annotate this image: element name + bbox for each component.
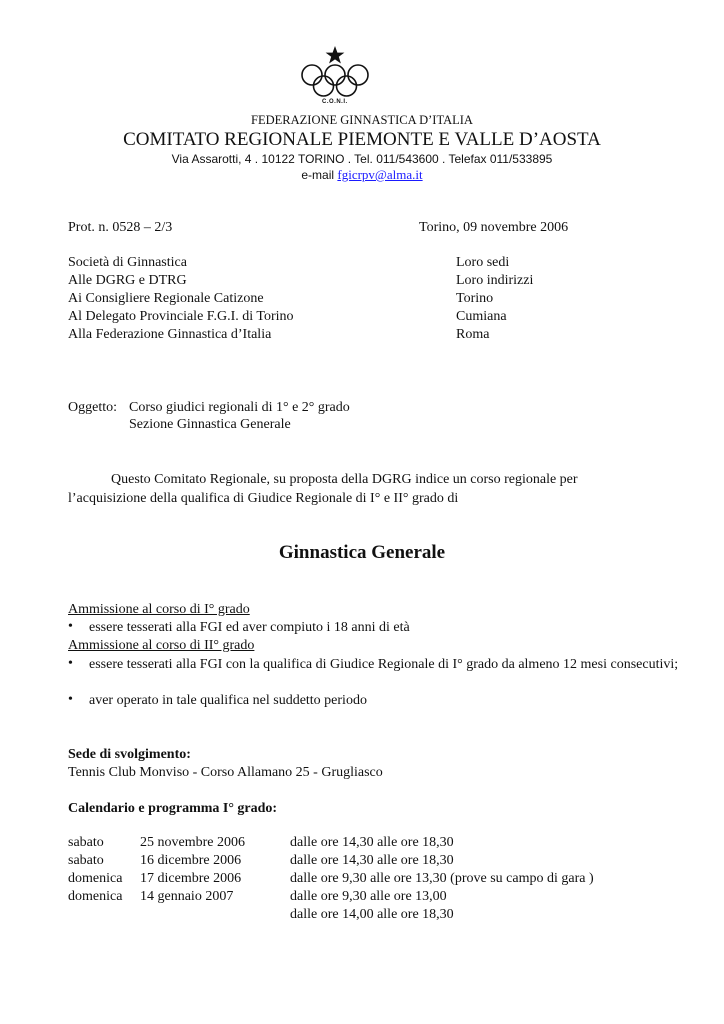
schedule-time: dalle ore 14,30 alle ore 18,30 <box>290 835 454 850</box>
venue-label: Sede di svolgimento: <box>68 747 191 762</box>
admission-2-title: Ammissione al corso di II° grado <box>68 638 255 653</box>
recipient-place: Torino <box>456 291 494 306</box>
recipient-row <box>68 254 588 272</box>
recipient-place: Loro sedi <box>456 255 510 270</box>
schedule-day: domenica <box>68 889 123 904</box>
recipient-name: Alla Federazione Ginnastica d’Italia <box>68 327 272 342</box>
ring-4 <box>314 76 334 96</box>
schedule-date: 17 dicembre 2006 <box>140 871 242 886</box>
recipient-name: Alle DGRG e DTRG <box>68 273 187 288</box>
protocol-number: Prot. n. 0528 – 2/3 <box>68 220 173 235</box>
admission-1-title: Ammissione al corso di I° grado <box>68 602 250 617</box>
ring-3 <box>348 65 368 85</box>
recipients-list <box>68 254 588 344</box>
bullet-icon: • <box>68 619 73 634</box>
recipient-row <box>68 272 588 290</box>
calendar-title: Calendario e programma I° grado: <box>68 801 278 816</box>
schedule-date: 14 gennaio 2007 <box>140 889 234 904</box>
schedule-time: dalle ore 9,30 alle ore 13,30 (prove su campo di gara ) <box>290 871 594 886</box>
bullet-icon: • <box>68 656 73 671</box>
schedule-date: 16 dicembre 2006 <box>140 853 242 868</box>
admission-2-bullet-2: aver operato in tale qualifica nel suddetto periodo <box>89 693 367 708</box>
logo-label: C.O.N.I. <box>322 99 348 105</box>
schedule-date: 25 novembre 2006 <box>140 835 245 850</box>
subject-label: Oggetto: <box>68 400 117 415</box>
schedule-table <box>68 835 668 925</box>
schedule-day: sabato <box>68 835 104 850</box>
subject-line-1: Corso giudici regionali di 1° e 2° grado <box>129 400 350 415</box>
schedule-day: domenica <box>68 871 123 886</box>
recipient-place: Cumiana <box>456 309 507 324</box>
course-title: Ginnastica Generale <box>278 542 446 563</box>
venue-value: Tennis Club Monviso - Corso Allamano 25 - Grugliasco <box>68 765 383 780</box>
intro-paragraph <box>68 470 653 508</box>
recipient-place: Roma <box>456 327 490 342</box>
schedule-time: dalle ore 9,30 alle ore 13,00 <box>290 889 447 904</box>
schedule-row <box>68 907 668 925</box>
recipient-row <box>68 308 588 326</box>
recipient-place: Loro indirizzi <box>456 273 534 288</box>
schedule-row <box>68 835 668 853</box>
email-line <box>0 167 724 183</box>
email-link[interactable]: fgicrpv@alma.it <box>337 167 423 182</box>
recipient-name: Ai Consigliere Regionale Catizone <box>68 291 264 306</box>
bullet-icon: • <box>68 692 73 707</box>
recipient-name: Al Delegato Provinciale F.G.I. di Torino <box>68 309 294 324</box>
subject-line-2: Sezione Ginnastica Generale <box>129 417 291 432</box>
email-prefix: e-mail <box>301 168 338 182</box>
schedule-row <box>68 853 668 871</box>
ring-5 <box>337 76 357 96</box>
recipient-row <box>68 326 588 344</box>
admission-2-bullet-1: essere tesserati alla FGI con la qualifica di Giudice Regionale di I° grado da almeno 12 mesi consecutivi; <box>89 657 679 672</box>
ring-1 <box>302 65 322 85</box>
admission-1-bullet: essere tesserati alla FGI ed aver compiuto i 18 anni di età <box>89 620 410 635</box>
schedule-row <box>68 871 668 889</box>
federation-name: FEDERAZIONE GINNASTICA D’ITALIA <box>251 113 473 127</box>
committee-name: COMITATO REGIONALE PIEMONTE E VALLE D’AOSTA <box>123 129 601 150</box>
letter-date: Torino, 09 novembre 2006 <box>419 220 569 235</box>
schedule-time: dalle ore 14,30 alle ore 18,30 <box>290 853 454 868</box>
schedule-row <box>68 889 668 907</box>
ring-2 <box>325 65 345 85</box>
schedule-time: dalle ore 14,00 alle ore 18,30 <box>290 907 454 922</box>
recipient-name: Società di Ginnastica <box>68 255 187 270</box>
committee-address: Via Assarotti, 4 . 10122 TORINO . Tel. 011/543600 . Telefax 011/533895 <box>171 152 553 166</box>
intro-text: Questo Comitato Regionale, su proposta della DGRG indice un corso regionale per l’acquisizione della qualifica di Giudice Regionale di I° e II° grado di <box>68 472 578 506</box>
schedule-day: sabato <box>68 853 104 868</box>
star-icon <box>326 46 345 64</box>
recipient-row <box>68 290 588 308</box>
